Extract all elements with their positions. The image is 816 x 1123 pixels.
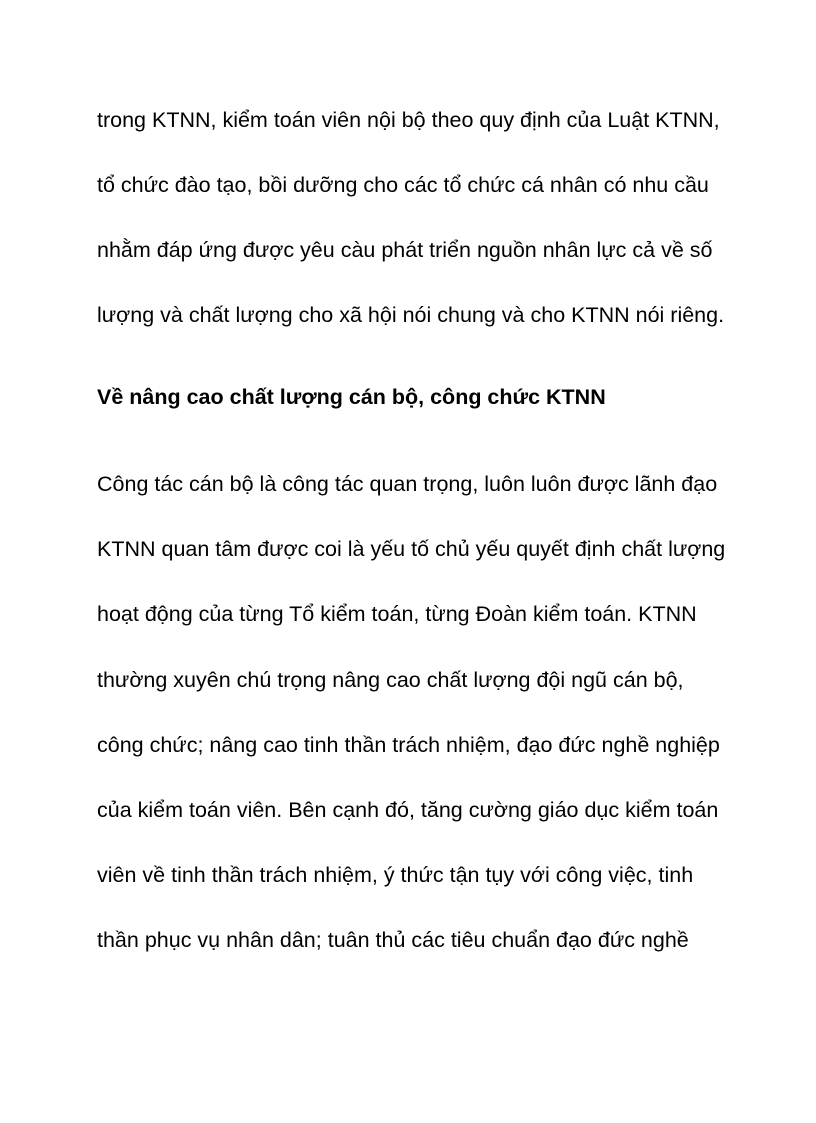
text-line: nhằm đáp ứng được yêu càu phát triển nguồn nhân lực cả về số: [97, 238, 713, 262]
section-heading: Về nâng cao chất lượng cán bộ, công chức KTNN: [97, 385, 606, 409]
text-line: của kiểm toán viên. Bên cạnh đó, tăng cường giáo dục kiểm toán: [97, 798, 719, 822]
text-line: công chức; nâng cao tinh thần trách nhiệm, đạo đức nghề nghiệp: [97, 733, 720, 757]
text-line: hoạt động của từng Tổ kiểm toán, từng Đoàn kiểm toán. KTNN: [97, 602, 697, 626]
text-line: thần phục vụ nhân dân; tuân thủ các tiêu chuẩn đạo đức nghề: [97, 928, 689, 952]
text-line: thường xuyên chú trọng nâng cao chất lượng đội ngũ cán bộ,: [97, 668, 684, 692]
text-line: tổ chức đào tạo, bồi dưỡng cho các tổ chức cá nhân có nhu cầu: [97, 173, 709, 197]
text-line: KTNN quan tâm được coi là yếu tố chủ yếu quyết định chất lượng: [97, 537, 726, 561]
text-line: viên về tinh thần trách nhiệm, ý thức tận tụy với công việc, tinh: [97, 863, 694, 887]
text-line: trong KTNN, kiểm toán viên nội bộ theo quy định của Luật KTNN,: [97, 108, 720, 132]
text-line: Công tác cán bộ là công tác quan trọng, luôn luôn được lãnh đạo: [97, 472, 718, 496]
text-line: lượng và chất lượng cho xã hội nói chung và cho KTNN nói riêng.: [97, 303, 725, 327]
